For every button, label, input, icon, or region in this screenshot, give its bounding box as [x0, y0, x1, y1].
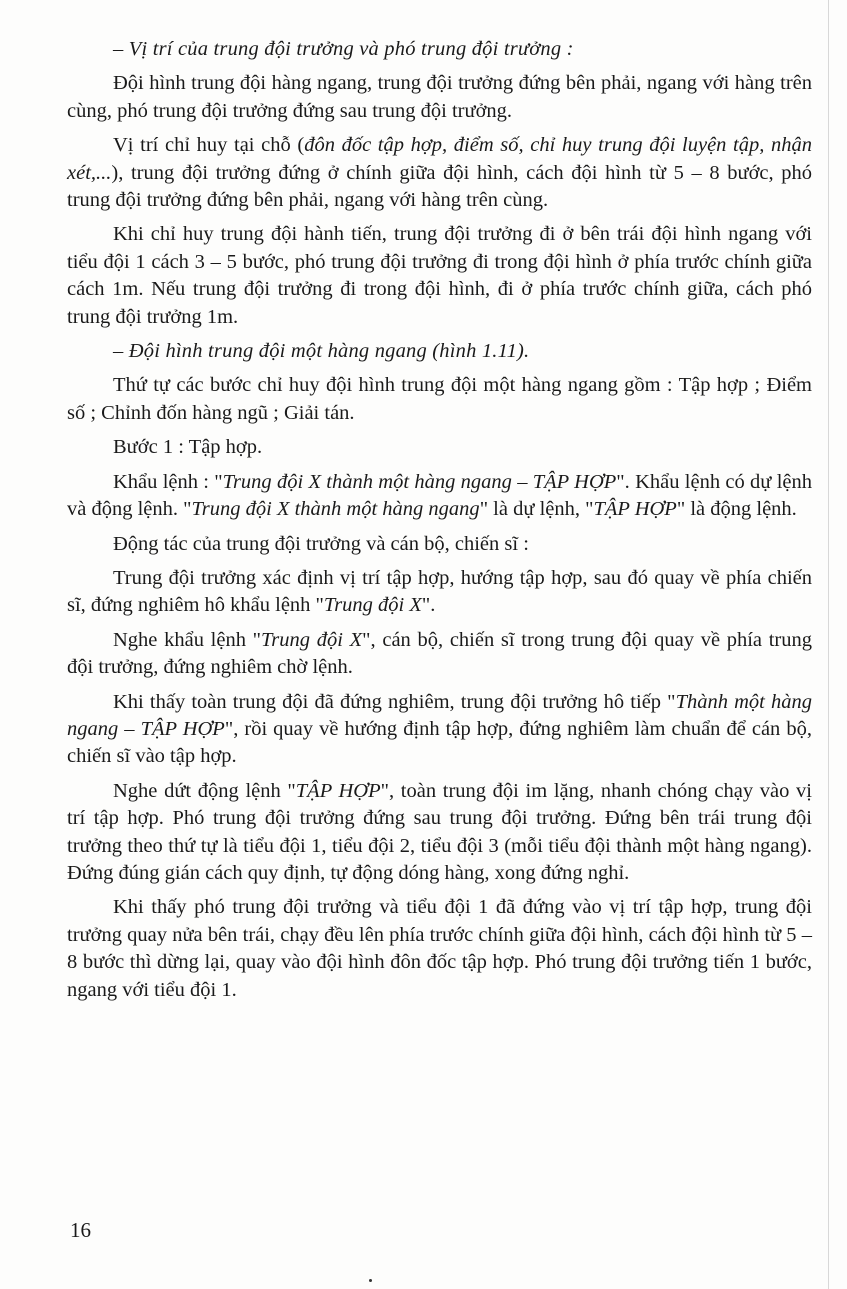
body-paragraph — [67, 565, 812, 620]
text-run: Đội hình trung đội hàng ngang, trung đội trưởng đứng bên phải, ngang với hàng trên cùng, phó trung đội trưởng đứng sau trung đội trưởng. — [67, 72, 812, 122]
text-run: ". Khẩu lệnh có dự lệnh và động lệnh. " — [67, 470, 812, 521]
italic-text-run: đôn đốc tập hợp, điểm số, chỉ huy trung đội luyện tập, nhận xét,... — [67, 134, 812, 184]
text-run: Trung đội trưởng xác định vị trí tập hợp, hướng tập hợp, sau đó quay về phía chiến sĩ, đứng nghiêm hô khẩu lệnh " — [67, 566, 812, 617]
page-edge-shadow — [828, 0, 829, 1289]
body-paragraph — [67, 778, 812, 888]
text-run: " là động lệnh. — [676, 498, 797, 521]
body-paragraph — [67, 627, 812, 682]
text-run: ), trung đội trưởng đứng ở chính giữa đội hình, cách đội hình từ 5 – 8 bước, phó trung đội trưởng đứng bên phải, ngang với hàng trên cùng. — [67, 161, 812, 212]
text-run: Nghe khẩu lệnh " — [113, 628, 262, 651]
body-paragraph — [67, 132, 812, 214]
text-run: Khi chỉ huy trung đội hành tiến, trung đội trưởng đi ở bên trái đội hình ngang với tiểu đội 1 cách 3 – 5 bước, phó trung đội trưởng đi trong đội hình ở phía trước chính giữa cách 1m. Nếu trung đội trưởng đi trong đội hình, đi ở phía trước chính giữa, cách phó trung đội trưởng 1m. — [67, 223, 812, 328]
text-run: Bước 1 : Tập hợp. — [113, 436, 263, 459]
print-speck — [369, 1279, 372, 1282]
text-run: Khi thấy phó trung đội trưởng và tiểu đội 1 đã đứng vào vị trí tập hợp, trung đội trưởng quay nửa bên trái, chạy đều lên phía trước chính giữa đội hình, cách đội hình từ 5 – 8 bước thì dừng lại, quay vào đội hình đôn đốc tập hợp. Phó trung đội trưởng tiến 1 bước, ngang với tiểu đội 1. — [67, 896, 812, 1001]
body-paragraph — [67, 469, 812, 524]
text-run: ", toàn trung đội im lặng, nhanh chóng chạy vào vị trí tập hợp. Phó trung đội trưởng đứng sau trung đội trưởng. Đứng bên trái trung đội trưởng theo thứ tự là tiểu đội 1, tiểu đội 2, tiểu đội 3 (mỗi tiểu đội thành một hàng ngang). Đứng đúng gián cách quy định, tự động dóng hàng, xong đứng nghỉ. — [67, 779, 812, 884]
text-run: Động tác của trung đội trưởng và cán bộ, chiến sĩ : — [113, 532, 529, 555]
text-run: Nghe dứt động lệnh " — [113, 779, 296, 802]
body-paragraph — [67, 434, 812, 461]
body-paragraph — [67, 689, 812, 771]
text-run: ". — [421, 594, 436, 617]
body-paragraph — [67, 221, 812, 331]
text-run: " là dự lệnh, " — [479, 498, 594, 521]
text-run: ", rồi quay về hướng định tập hợp, đứng nghiêm làm chuẩn để cán bộ, chiến sĩ vào tập hợp. — [67, 717, 812, 768]
italic-text-run: Thành một hàng ngang – TẬP HỢP — [67, 690, 813, 740]
italic-text-run: Trung đội X thành một hàng ngang — [191, 498, 480, 521]
text-run: Vị trí chỉ huy tại chỗ ( — [113, 134, 305, 157]
italic-text-run: TẬP HỢP — [295, 779, 381, 802]
italic-text-run: Trung đội X thành một hàng ngang – TẬP HỢP — [222, 470, 617, 493]
italic-text-run: Trung đội X — [261, 628, 363, 651]
section-heading — [67, 338, 812, 365]
italic-text-run: TẬP HỢP — [593, 498, 677, 521]
text-run: Thứ tự các bước chỉ huy đội hình trung đội một hàng ngang gồm : Tập hợp ; Điểm số ; Chỉnh đốn hàng ngũ ; Giải tán. — [67, 374, 812, 424]
italic-text-run: – Vị trí của trung đội trưởng và phó trung đội trưởng : — [113, 38, 574, 60]
text-run: ", cán bộ, chiến sĩ trong trung đội quay về phía trung đội trưởng, đứng nghiêm chờ lệnh. — [67, 628, 813, 679]
body-paragraph — [67, 372, 812, 427]
page-number: 16 — [70, 1218, 91, 1242]
page-text-body — [67, 36, 812, 1004]
body-paragraph — [67, 531, 812, 558]
body-paragraph — [67, 70, 812, 125]
italic-text-run: – Đội hình trung đội một hàng ngang (hình 1.11). — [113, 340, 530, 363]
section-heading — [67, 36, 812, 63]
text-run: Khẩu lệnh : " — [113, 470, 223, 493]
body-paragraph — [67, 894, 812, 1004]
italic-text-run: Trung đội X — [323, 594, 422, 617]
text-run: Khi thấy toàn trung đội đã đứng nghiêm, trung đội trưởng hô tiếp " — [113, 690, 676, 713]
